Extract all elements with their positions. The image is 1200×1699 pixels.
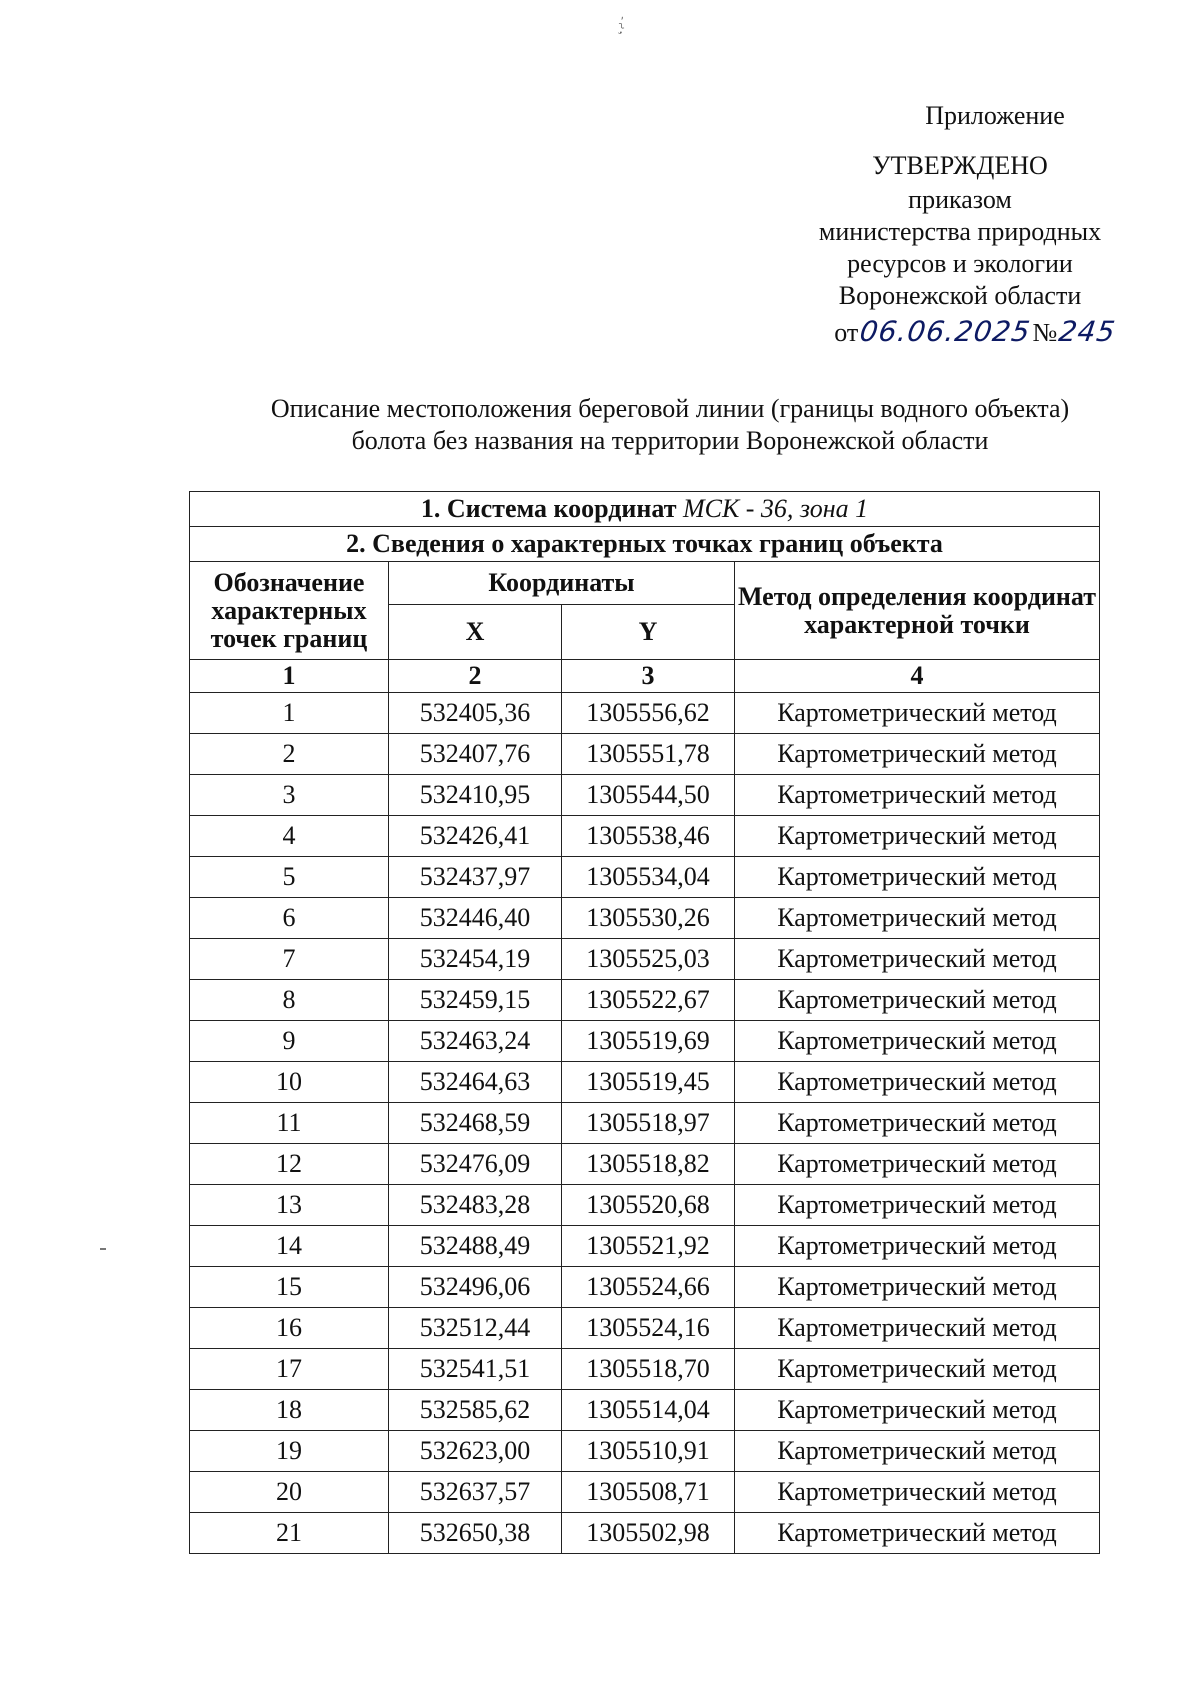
method-cell: Картометрический метод bbox=[735, 1185, 1100, 1226]
point-number-cell: 11 bbox=[190, 1103, 389, 1144]
title-line: болота без названия на территории Воронежской области bbox=[351, 426, 989, 455]
table-row bbox=[190, 1144, 1100, 1185]
method-cell: Картометрический метод bbox=[735, 1431, 1100, 1472]
approval-line: министерства природных bbox=[818, 217, 1102, 246]
method-cell: Картометрический метод bbox=[735, 1144, 1100, 1185]
scan-mark: `~, bbox=[609, 15, 631, 37]
table-header-row bbox=[190, 562, 1100, 605]
y-coordinate-cell: 1305508,71 bbox=[562, 1472, 735, 1513]
y-coordinate-cell: 1305519,69 bbox=[562, 1021, 735, 1062]
point-number-cell: 2 bbox=[190, 734, 389, 775]
approved-stamp-text: УТВЕРЖДЕНО bbox=[872, 151, 1048, 180]
point-number-cell: 16 bbox=[190, 1308, 389, 1349]
x-coordinate-cell: 532459,15 bbox=[389, 980, 562, 1021]
y-coordinate-cell: 1305556,62 bbox=[562, 693, 735, 734]
point-number-cell: 17 bbox=[190, 1349, 389, 1390]
approval-line: Воронежской области bbox=[838, 281, 1082, 310]
y-coordinate-cell: 1305519,45 bbox=[562, 1062, 735, 1103]
point-number-cell: 4 bbox=[190, 816, 389, 857]
x-coordinate-cell: 532496,06 bbox=[389, 1267, 562, 1308]
table-row bbox=[190, 1308, 1100, 1349]
y-coordinate-cell: 1305522,67 bbox=[562, 980, 735, 1021]
table-row bbox=[190, 1021, 1100, 1062]
x-coordinate-cell: 532650,38 bbox=[389, 1513, 562, 1554]
column-number: 3 bbox=[562, 660, 735, 693]
section-1-value: МСК - 36, зона 1 bbox=[682, 494, 869, 523]
y-coordinate-cell: 1305521,92 bbox=[562, 1226, 735, 1267]
y-coordinate-cell: 1305530,26 bbox=[562, 898, 735, 939]
method-cell: Картометрический метод bbox=[735, 1513, 1100, 1554]
x-coordinate-cell: 532468,59 bbox=[389, 1103, 562, 1144]
method-cell: Картометрический метод bbox=[735, 1021, 1100, 1062]
table-row bbox=[190, 1349, 1100, 1390]
x-coordinate-cell: 532512,44 bbox=[389, 1308, 562, 1349]
y-coordinate-cell: 1305524,66 bbox=[562, 1267, 735, 1308]
method-cell: Картометрический метод bbox=[735, 1349, 1100, 1390]
method-cell: Картометрический метод bbox=[735, 1103, 1100, 1144]
table-row bbox=[190, 939, 1100, 980]
point-number-cell: 21 bbox=[190, 1513, 389, 1554]
column-number: 2 bbox=[389, 660, 562, 693]
x-coordinate-cell: 532407,76 bbox=[389, 734, 562, 775]
x-coordinate-cell: 532464,63 bbox=[389, 1062, 562, 1103]
point-number-cell: 3 bbox=[190, 775, 389, 816]
x-coordinate-cell: 532426,41 bbox=[389, 816, 562, 857]
y-coordinate-cell: 1305510,91 bbox=[562, 1431, 735, 1472]
method-cell: Картометрический метод bbox=[735, 857, 1100, 898]
x-coordinate-cell: 532623,00 bbox=[389, 1431, 562, 1472]
order-number-label: № bbox=[1032, 318, 1058, 347]
table-row bbox=[190, 734, 1100, 775]
table-row bbox=[190, 898, 1100, 939]
table-row bbox=[190, 1103, 1100, 1144]
method-cell: Картометрический метод bbox=[735, 775, 1100, 816]
section-1-label: 1. Система координат bbox=[420, 494, 677, 523]
table-row bbox=[190, 1185, 1100, 1226]
y-coordinate-cell: 1305525,03 bbox=[562, 939, 735, 980]
approval-block bbox=[760, 100, 1160, 349]
point-number-cell: 5 bbox=[190, 857, 389, 898]
point-number-cell: 15 bbox=[190, 1267, 389, 1308]
method-cell: Картометрический метод bbox=[735, 898, 1100, 939]
point-number-cell: 18 bbox=[190, 1390, 389, 1431]
method-cell: Картометрический метод bbox=[735, 1226, 1100, 1267]
order-date: 06.06.2025 bbox=[857, 315, 1033, 348]
point-number-cell: 12 bbox=[190, 1144, 389, 1185]
table-section-row bbox=[190, 527, 1100, 562]
table-row bbox=[190, 980, 1100, 1021]
table-row bbox=[190, 1472, 1100, 1513]
method-cell: Картометрический метод bbox=[735, 939, 1100, 980]
x-coordinate-cell: 532405,36 bbox=[389, 693, 562, 734]
column-number: 4 bbox=[735, 660, 1100, 693]
y-coordinate-cell: 1305518,97 bbox=[562, 1103, 735, 1144]
table-row bbox=[190, 1390, 1100, 1431]
table-row bbox=[190, 1513, 1100, 1554]
point-number-cell: 19 bbox=[190, 1431, 389, 1472]
x-coordinate-cell: 532541,51 bbox=[389, 1349, 562, 1390]
col-header-y: Y bbox=[562, 605, 735, 660]
section-2-label: 2. Сведения о характерных точках границ объекта bbox=[190, 527, 1100, 562]
title-line: Описание местоположения береговой линии (границы водного объекта) bbox=[270, 394, 1070, 423]
point-number-cell: 6 bbox=[190, 898, 389, 939]
scan-speck bbox=[100, 1248, 106, 1250]
method-cell: Картометрический метод bbox=[735, 1267, 1100, 1308]
y-coordinate-cell: 1305518,82 bbox=[562, 1144, 735, 1185]
point-number-cell: 9 bbox=[190, 1021, 389, 1062]
y-coordinate-cell: 1305502,98 bbox=[562, 1513, 735, 1554]
table-row bbox=[190, 775, 1100, 816]
col-header-method: Метод определения координат характерной точки bbox=[735, 562, 1100, 660]
point-number-cell: 10 bbox=[190, 1062, 389, 1103]
y-coordinate-cell: 1305544,50 bbox=[562, 775, 735, 816]
x-coordinate-cell: 532483,28 bbox=[389, 1185, 562, 1226]
y-coordinate-cell: 1305534,04 bbox=[562, 857, 735, 898]
x-coordinate-cell: 532463,24 bbox=[389, 1021, 562, 1062]
table-row bbox=[190, 1226, 1100, 1267]
method-cell: Картометрический метод bbox=[735, 734, 1100, 775]
table-row bbox=[190, 693, 1100, 734]
x-coordinate-cell: 532454,19 bbox=[389, 939, 562, 980]
y-coordinate-cell: 1305538,46 bbox=[562, 816, 735, 857]
y-coordinate-cell: 1305514,04 bbox=[562, 1390, 735, 1431]
table-row bbox=[190, 1431, 1100, 1472]
order-prefix: от bbox=[834, 318, 859, 347]
point-number-cell: 7 bbox=[190, 939, 389, 980]
method-cell: Картометрический метод bbox=[735, 1472, 1100, 1513]
point-number-cell: 8 bbox=[190, 980, 389, 1021]
method-cell: Картометрический метод bbox=[735, 980, 1100, 1021]
approval-line: приказом bbox=[908, 185, 1012, 214]
order-reference bbox=[760, 316, 1160, 349]
appendix-label: Приложение bbox=[925, 101, 1065, 130]
approval-line: ресурсов и экологии bbox=[847, 249, 1073, 278]
y-coordinate-cell: 1305520,68 bbox=[562, 1185, 735, 1226]
method-cell: Картометрический метод bbox=[735, 1390, 1100, 1431]
x-coordinate-cell: 532488,49 bbox=[389, 1226, 562, 1267]
point-number-cell: 13 bbox=[190, 1185, 389, 1226]
method-cell: Картометрический метод bbox=[735, 816, 1100, 857]
coordinates-table bbox=[189, 491, 1100, 1554]
x-coordinate-cell: 532476,09 bbox=[389, 1144, 562, 1185]
method-cell: Картометрический метод bbox=[735, 1062, 1100, 1103]
table-body bbox=[190, 693, 1100, 1554]
x-coordinate-cell: 532446,40 bbox=[389, 898, 562, 939]
table-row bbox=[190, 857, 1100, 898]
column-number: 1 bbox=[190, 660, 389, 693]
x-coordinate-cell: 532637,57 bbox=[389, 1472, 562, 1513]
point-number-cell: 20 bbox=[190, 1472, 389, 1513]
method-cell: Картометрический метод bbox=[735, 1308, 1100, 1349]
document-title bbox=[200, 393, 1140, 457]
table-row bbox=[190, 816, 1100, 857]
order-number: 245 bbox=[1057, 315, 1119, 348]
point-number-cell: 14 bbox=[190, 1226, 389, 1267]
table-row bbox=[190, 1062, 1100, 1103]
method-cell: Картометрический метод bbox=[735, 693, 1100, 734]
y-coordinate-cell: 1305524,16 bbox=[562, 1308, 735, 1349]
column-number-row bbox=[190, 660, 1100, 693]
table-row bbox=[190, 1267, 1100, 1308]
table-section-row bbox=[190, 492, 1100, 527]
x-coordinate-cell: 532437,97 bbox=[389, 857, 562, 898]
y-coordinate-cell: 1305551,78 bbox=[562, 734, 735, 775]
x-coordinate-cell: 532410,95 bbox=[389, 775, 562, 816]
col-header-x: X bbox=[389, 605, 562, 660]
y-coordinate-cell: 1305518,70 bbox=[562, 1349, 735, 1390]
col-header-point: Обозначение характерных точек границ bbox=[190, 562, 389, 660]
col-header-coordinates: Координаты bbox=[389, 562, 735, 605]
x-coordinate-cell: 532585,62 bbox=[389, 1390, 562, 1431]
point-number-cell: 1 bbox=[190, 693, 389, 734]
